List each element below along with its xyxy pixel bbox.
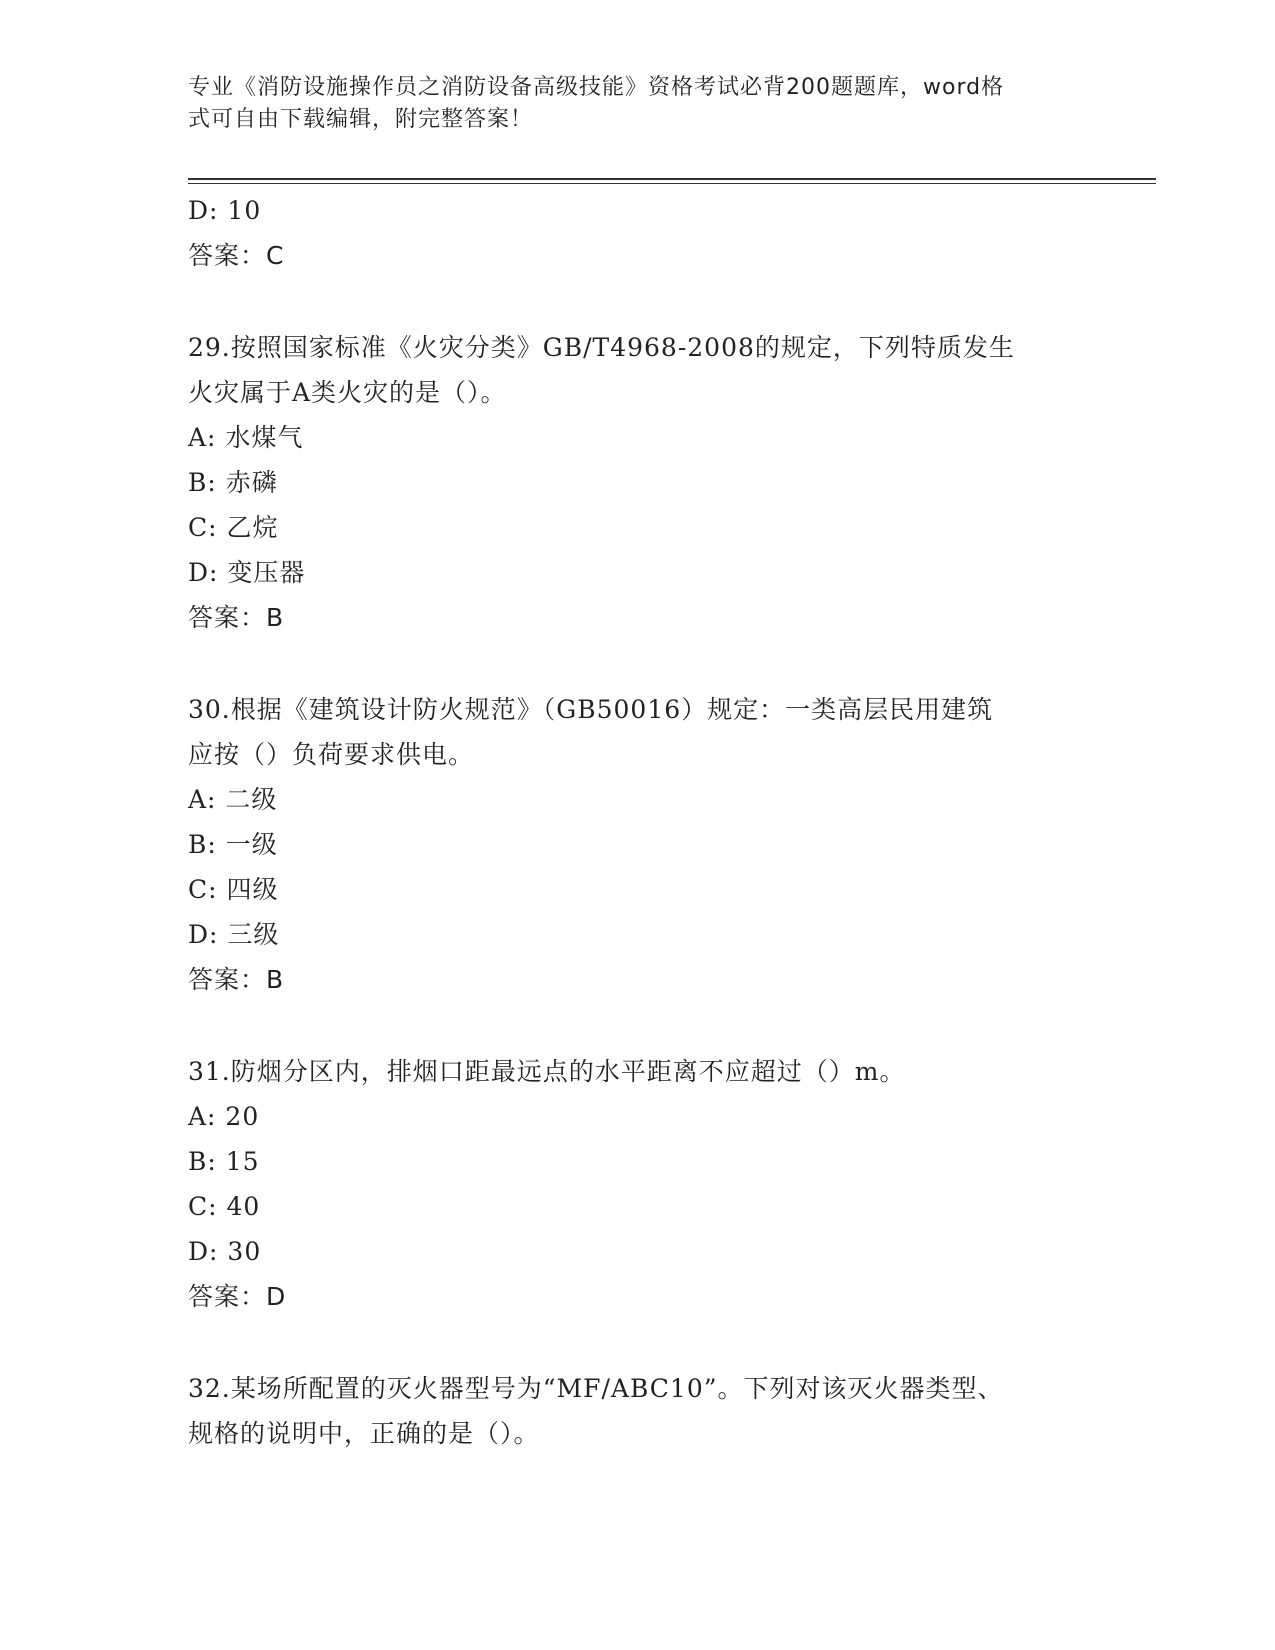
q29-option-b: B: 赤磷 [188,468,278,497]
q30-stem-line-2: 应按（）负荷要求供电。 [188,740,475,769]
q30-option-a: A: 二级 [188,785,278,814]
q31-stem-line-1: 31.防烟分区内，排烟口距最远点的水平距离不应超过（）m。 [188,1057,906,1086]
q32-stem-line-2: 规格的说明中，正确的是（）。 [188,1419,540,1448]
q29-option-a: A: 水煤气 [188,423,304,452]
q29-option-d: D: 变压器 [188,558,306,587]
q29-option-c: C: 乙烷 [188,513,279,542]
document-header [188,72,1068,136]
header-line-1: 专业《消防设施操作员之消防设备高级技能》资格考试必背200题题库，word格 [188,75,1005,100]
prev-answer: 答案：C [188,241,285,270]
q31-option-a: A: 20 [188,1102,260,1131]
q29-answer: 答案：B [188,603,285,632]
q29-stem-line-1: 29.按照国家标准《火灾分类》GB/T4968-2008的规定，下列特质发生 [188,333,1015,362]
q30-option-c: C: 四级 [188,875,279,904]
q32-stem-line-1: 32.某场所配置的灭火器型号为“MF/ABC10”。下列对该灭火器类型、 [188,1374,1004,1403]
header-rule-thin [188,183,1156,184]
q31-option-c: C: 40 [188,1192,261,1221]
q31-option-b: B: 15 [188,1147,260,1176]
q30-option-d: D: 三级 [188,920,280,949]
header-line-2: 式可自由下载编辑，附完整答案！ [188,107,534,132]
q31-option-d: D: 30 [188,1237,262,1266]
q31-answer: 答案：D [188,1282,287,1311]
q30-stem-line-1: 30.根据《建筑设计防火规范》（GB50016）规定：一类高层民用建筑 [188,695,994,724]
header-rule-thick [188,178,1156,180]
q29-stem-line-2: 火灾属于A类火灾的是（）。 [188,378,507,407]
prev-option-d: D: 10 [188,196,262,225]
q30-answer: 答案：B [188,965,285,994]
q30-option-b: B: 一级 [188,830,278,859]
